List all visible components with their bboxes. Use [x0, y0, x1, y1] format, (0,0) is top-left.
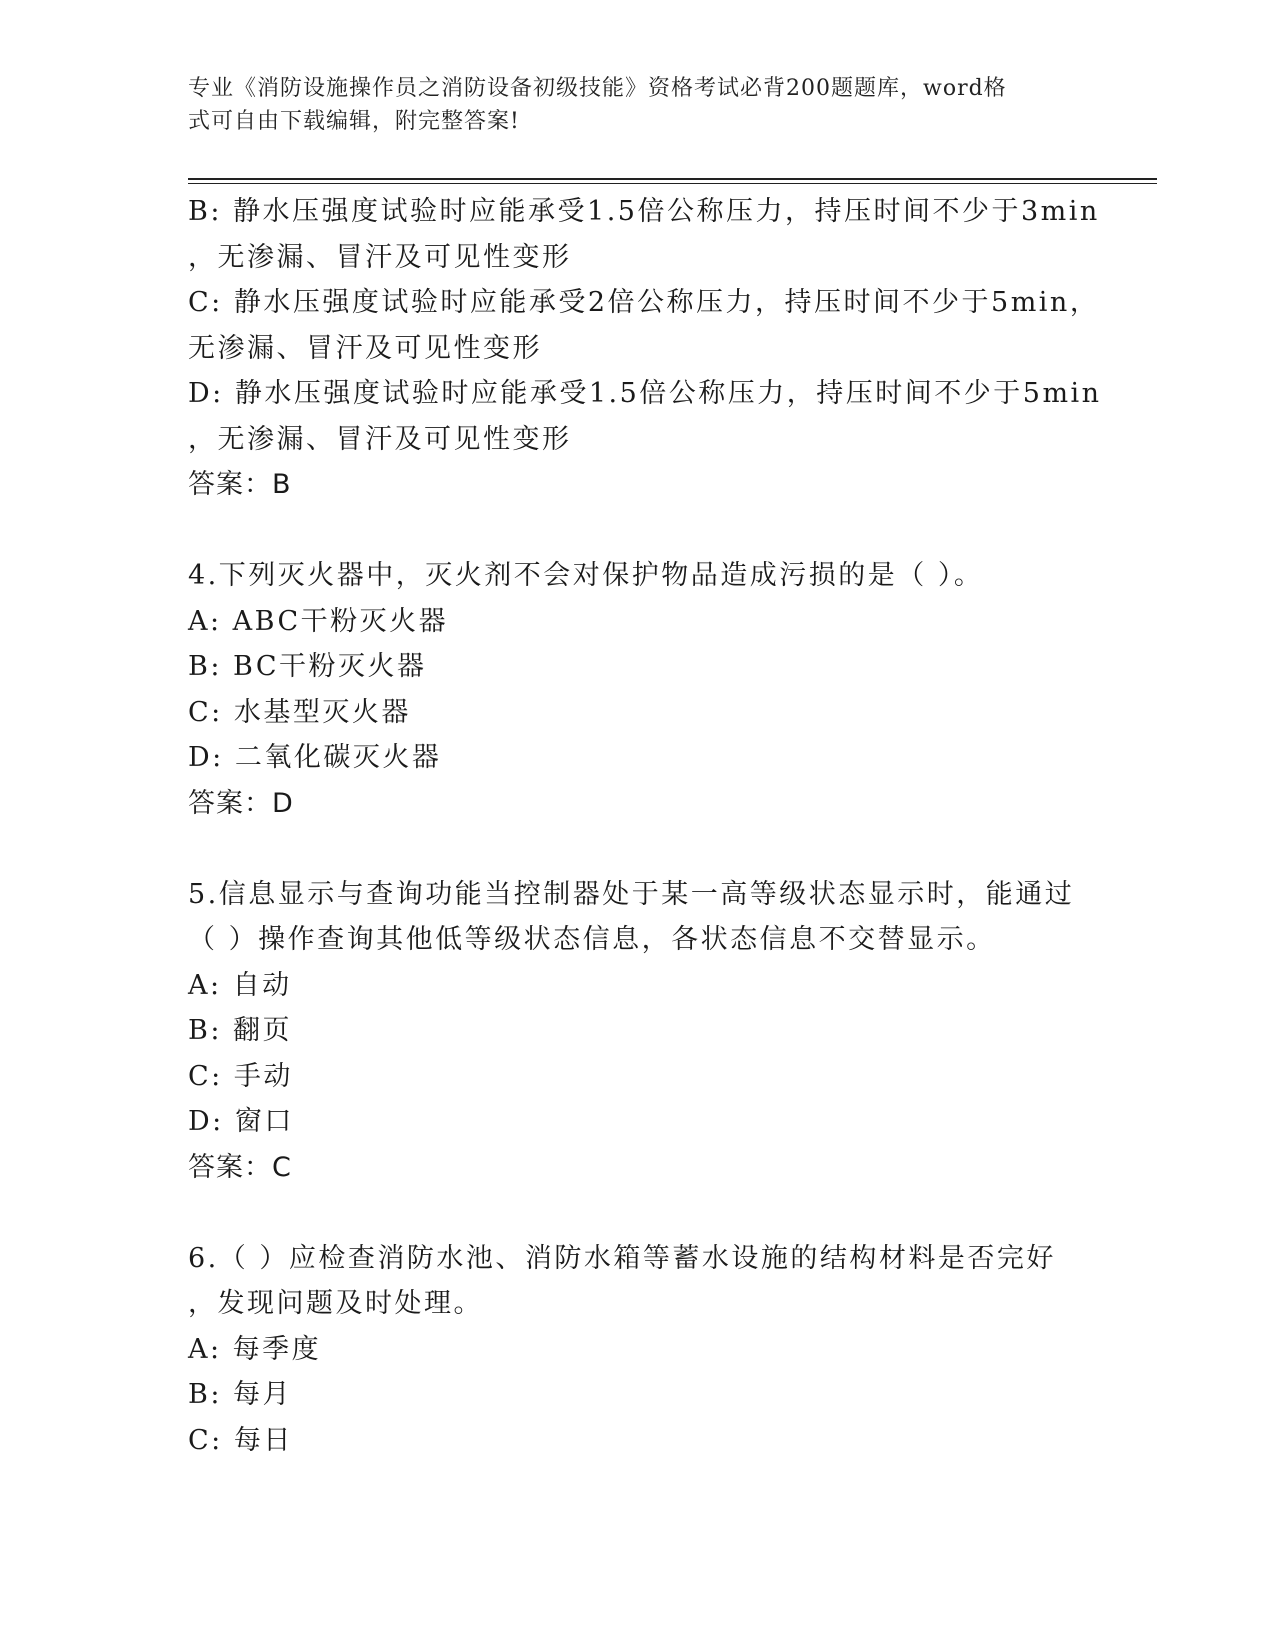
- spacer: [188, 1190, 1088, 1236]
- answer: 答案：D: [188, 787, 294, 819]
- answer: 答案：B: [188, 469, 292, 500]
- option-d: D: 二氧化碳灭火器: [188, 742, 442, 773]
- option-a: A: 每季度: [188, 1333, 322, 1365]
- option-c: C: 手动: [188, 1060, 293, 1092]
- option-b: B: BC干粉灭火器: [188, 651, 427, 682]
- question-stem-line-2: （ ）操作查询其他低等级状态信息，各状态信息不交替显示。: [188, 924, 996, 955]
- header-line-1: 专业《消防设施操作员之消防设备初级技能》资格考试必背200题题库，word格: [188, 76, 1007, 101]
- header-line-2: 式可自由下载编辑，附完整答案!: [188, 109, 520, 134]
- question-stem-line-1: 5.信息显示与查询功能当控制器处于某一高等级状态显示时，能通过: [188, 878, 1075, 910]
- option-b: B: 翻页: [188, 1015, 293, 1046]
- option-d-line-1: D: 静水压强度试验时应能承受1.5倍公称压力，持压时间不少于5min: [188, 378, 1102, 409]
- question-5: [188, 872, 1088, 1191]
- answer: 答案：C: [188, 1151, 292, 1183]
- question-list: [188, 189, 1102, 1463]
- option-a: A: ABC干粉灭火器: [188, 605, 449, 637]
- option-c: C: 每日: [188, 1424, 293, 1456]
- header-divider-thin: [188, 183, 1157, 184]
- question-3: [188, 189, 1102, 508]
- option-b: B: 每月: [188, 1379, 293, 1410]
- question-4: [188, 553, 1088, 826]
- option-d: D: 窗口: [188, 1106, 294, 1137]
- option-c-line-1: C: 静水压强度试验时应能承受2倍公称压力，持压时间不少于5min，: [188, 287, 1100, 318]
- question-6: [188, 1236, 1088, 1464]
- option-c-line-2: 无渗漏、冒汗及可见性变形: [188, 332, 542, 364]
- question-stem: 4.下列灭火器中，灭火剂不会对保护物品造成污损的是（ ）。: [188, 560, 984, 591]
- spacer: [188, 826, 1088, 872]
- option-b-line-2: ，无渗漏、冒汗及可见性变形: [188, 241, 572, 273]
- question-stem-line-2: ，发现问题及时处理。: [188, 1288, 483, 1319]
- question-stem-line-1: 6.（ ）应检查消防水池、消防水箱等蓄水设施的结构材料是否完好: [188, 1242, 1056, 1274]
- option-b-line-1: B: 静水压强度试验时应能承受1.5倍公称压力，持压时间不少于3min: [188, 196, 1100, 227]
- option-c: C: 水基型灭火器: [188, 696, 411, 728]
- spacer: [188, 508, 1088, 554]
- header-divider-thick: [188, 178, 1157, 180]
- option-d-line-2: ，无渗漏、冒汗及可见性变形: [188, 423, 572, 455]
- option-a: A: 自动: [188, 969, 292, 1001]
- document-header: [188, 72, 1088, 138]
